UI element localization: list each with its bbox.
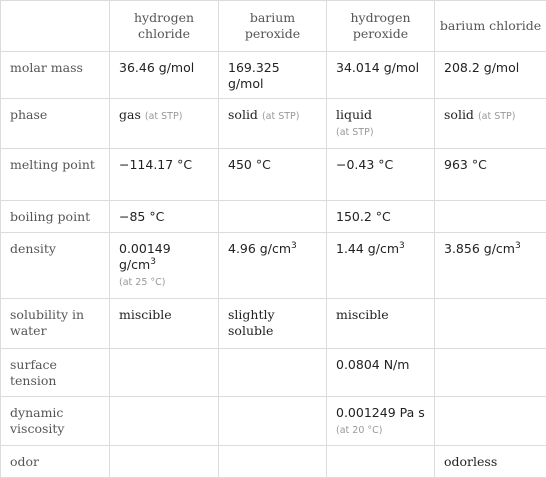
table-cell (435, 299, 546, 349)
column-header: hydrogen chloride (110, 1, 219, 52)
table-cell (110, 349, 219, 397)
superscript: 3 (515, 241, 521, 251)
cell-value: 0.001249 Pa s (336, 405, 425, 420)
table-cell: 169.325 g/mol (219, 52, 327, 99)
superscript: 3 (150, 257, 156, 267)
cell-value: 0.00149 g/cm (119, 241, 171, 272)
row-label: dynamic viscosity (1, 397, 110, 446)
table-cell: −114.17 °C (110, 149, 219, 201)
table-cell (327, 233, 435, 299)
corner-cell (1, 1, 110, 52)
table-cell (219, 397, 327, 446)
table-cell (219, 201, 327, 233)
table-row (1, 99, 546, 149)
table-row (1, 446, 546, 478)
table-cell (435, 201, 546, 233)
table-row (1, 233, 546, 299)
table-cell (219, 233, 327, 299)
table-cell: miscible (110, 299, 219, 349)
table-row (1, 397, 546, 446)
table-row (1, 201, 546, 233)
table-cell: 963 °C (435, 149, 546, 201)
cell-note: (at STP) (145, 111, 183, 122)
column-header: barium peroxide (219, 1, 327, 52)
row-label: boiling point (1, 201, 110, 233)
table-cell (110, 397, 219, 446)
table-cell (435, 397, 546, 446)
cell-note: (at STP) (478, 111, 516, 122)
table-cell: slightly soluble (219, 299, 327, 349)
row-label: phase (1, 99, 110, 149)
superscript: 3 (291, 241, 297, 251)
header-row (1, 1, 546, 52)
cell-note: (at STP) (262, 111, 300, 122)
cell-value: liquid (336, 107, 372, 122)
table-cell (219, 446, 327, 478)
table-cell: 0.0804 N/m (327, 349, 435, 397)
cell-value: solid (228, 107, 258, 122)
table-cell (110, 446, 219, 478)
row-label: odor (1, 446, 110, 478)
row-label: surface tension (1, 349, 110, 397)
table-cell (327, 446, 435, 478)
table-cell (219, 349, 327, 397)
row-label: density (1, 233, 110, 299)
table-cell (110, 99, 219, 149)
table-cell: 450 °C (219, 149, 327, 201)
cell-value: 1.44 g/cm (336, 241, 399, 256)
table-row (1, 52, 546, 99)
table-cell: 36.46 g/mol (110, 52, 219, 99)
table-cell: 34.014 g/mol (327, 52, 435, 99)
cell-value: 3.856 g/cm (444, 241, 515, 256)
table-row (1, 299, 546, 349)
cell-note: (at 25 °C) (119, 277, 165, 288)
row-label: melting point (1, 149, 110, 201)
table-cell (435, 99, 546, 149)
column-header: hydrogen peroxide (327, 1, 435, 52)
table-cell (435, 349, 546, 397)
table-cell: −85 °C (110, 201, 219, 233)
column-header: barium chloride (435, 1, 546, 52)
table-row (1, 349, 546, 397)
table-cell: odorless (435, 446, 546, 478)
table-cell: −0.43 °C (327, 149, 435, 201)
table-cell (327, 397, 435, 446)
table-cell (327, 99, 435, 149)
table-cell (219, 99, 327, 149)
cell-value: solid (444, 107, 474, 122)
table-cell (435, 233, 546, 299)
cell-note: (at 20 °C) (336, 425, 382, 436)
cell-note: (at STP) (336, 127, 374, 138)
table-cell (110, 233, 219, 299)
row-label: molar mass (1, 52, 110, 99)
table-cell: 208.2 g/mol (435, 52, 546, 99)
superscript: 3 (399, 241, 405, 251)
cell-value: 4.96 g/cm (228, 241, 291, 256)
cell-value: gas (119, 107, 141, 122)
table-row (1, 149, 546, 201)
table-cell: 150.2 °C (327, 201, 435, 233)
table-cell: miscible (327, 299, 435, 349)
row-label: solubility in water (1, 299, 110, 349)
